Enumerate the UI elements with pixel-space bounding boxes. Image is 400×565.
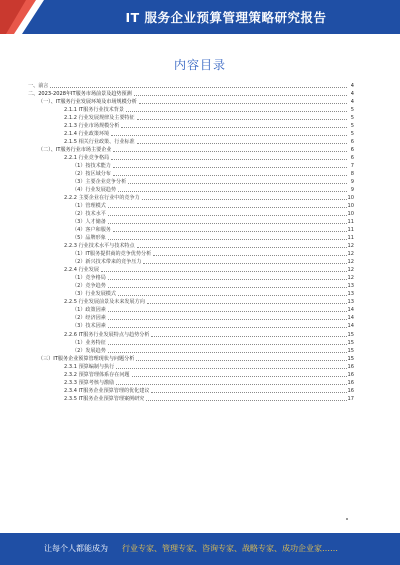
- toc-entry-page: 11: [347, 227, 354, 234]
- toc-entry-title: （4）客户和服务: [72, 227, 111, 234]
- toc-entry-title: （5）品牌形象: [72, 235, 106, 242]
- toc-entry[interactable]: [28, 282, 354, 290]
- footer-tagline: 行业专家、管理专家、咨询专家、战略专家、成功企业家……: [122, 544, 338, 553]
- toc-entry[interactable]: [28, 226, 354, 234]
- dot-leader: [121, 127, 347, 128]
- dot-leader: [101, 271, 347, 272]
- dot-leader: [134, 95, 347, 96]
- toc-entry-title: （2）发展趋势: [72, 347, 106, 354]
- toc-entry-title: （3）技术因素: [72, 323, 106, 330]
- dot-leader: [146, 400, 346, 401]
- toc-entry-page: 6: [350, 139, 354, 146]
- toc-entry[interactable]: [28, 186, 354, 194]
- toc-entry-page: 15: [347, 347, 354, 354]
- toc-entry[interactable]: [28, 138, 354, 146]
- toc-entry-title: 2.2.6 IT服务行业发展特点与趋势分析: [64, 331, 150, 338]
- toc-entry-title: 一、前言: [28, 83, 49, 90]
- toc-entry[interactable]: [28, 146, 354, 154]
- toc-entry-page: 14: [347, 307, 354, 314]
- toc-entry[interactable]: [28, 202, 354, 210]
- dot-leader: [147, 303, 347, 304]
- toc-entry-title: 2.1.5 相关行业政策、行业标准: [64, 139, 135, 146]
- toc-entry[interactable]: [28, 290, 354, 298]
- toc-entry[interactable]: [28, 250, 354, 258]
- toc-entry[interactable]: [28, 363, 354, 371]
- dot-leader: [108, 311, 347, 312]
- dot-leader: [113, 151, 347, 152]
- dot-leader: [116, 384, 346, 385]
- toc-entry[interactable]: [28, 170, 354, 178]
- toc-entry-title: 2.2.5 行业发展前景及未来发展方向: [64, 299, 145, 306]
- dot-leader: [137, 119, 347, 120]
- toc-entry-page: 11: [347, 235, 354, 242]
- toc-entry-page: 15: [347, 339, 354, 346]
- toc-entry-page: 11: [347, 219, 354, 226]
- toc-entry[interactable]: [28, 162, 354, 170]
- dot-leader: [111, 159, 347, 160]
- toc-entry-page: 12: [347, 243, 354, 250]
- toc-entry[interactable]: [28, 339, 354, 347]
- dot-leader: [137, 143, 347, 144]
- toc-entry-title: 2.3.3 预算考核与激励: [64, 379, 115, 386]
- dot-leader: [50, 87, 347, 88]
- dot-leader: [151, 336, 346, 337]
- dot-leader: [137, 247, 347, 248]
- toc-entry-page: 13: [347, 291, 354, 298]
- toc-entry-page: 16: [347, 387, 354, 394]
- toc-entry-title: 2.1.3 行业市场规模分析: [64, 123, 120, 130]
- toc-entry-page: 17: [347, 395, 354, 402]
- toc-entry-page: 10: [347, 211, 354, 218]
- toc-entry-page: 6: [350, 147, 354, 154]
- toc-entry[interactable]: [28, 178, 354, 186]
- toc-entry-title: 2.1.2 行业发展规律及主要特征: [64, 115, 135, 122]
- toc-entry-page: 5: [350, 131, 354, 138]
- toc-entry[interactable]: [28, 322, 354, 330]
- toc-entry-page: 13: [347, 283, 354, 290]
- toc-entry-title: （1）按技术能力: [72, 163, 111, 170]
- toc-entry-title: 2.3.5 IT服务企业预算管理案例研究: [64, 395, 145, 402]
- toc-entry-page: 14: [347, 323, 354, 330]
- dot-leader: [108, 207, 347, 208]
- table-of-contents: [28, 82, 354, 403]
- toc-entry[interactable]: [28, 314, 354, 322]
- toc-entry-title: 2.3.2 预算管理体系存在问题: [64, 371, 130, 378]
- toc-entry[interactable]: [28, 347, 354, 355]
- toc-entry[interactable]: [28, 387, 354, 395]
- dot-leader: [108, 215, 347, 216]
- toc-entry[interactable]: [28, 82, 354, 90]
- toc-entry[interactable]: [28, 106, 354, 114]
- dot-leader: [151, 392, 346, 393]
- dot-leader: [108, 287, 347, 288]
- toc-entry-page: 10: [347, 195, 354, 202]
- toc-entry-page: 4: [350, 91, 354, 98]
- dot-leader: [108, 223, 347, 224]
- toc-entry-page: 7: [350, 163, 354, 170]
- dot-leader: [143, 263, 346, 264]
- toc-entry-title: （2）按区域分布: [72, 171, 111, 178]
- toc-entry-page: 16: [347, 363, 354, 370]
- toc-entry-page: 9: [350, 187, 354, 194]
- dot-leader: [116, 368, 346, 369]
- toc-entry-title: （2）经济因素: [72, 315, 106, 322]
- toc-entry-page: 12: [347, 251, 354, 258]
- toc-entry-title: （4）行业发展趋势: [72, 187, 116, 194]
- dot-leader: [118, 295, 347, 296]
- toc-entry-page: 8: [350, 171, 354, 178]
- toc-entry-title: 二、2023-2028年IT服务市场前景及趋势预测: [28, 91, 132, 98]
- toc-entry-title: （二）、IT服务行业市场主要企业: [38, 147, 112, 154]
- header-bar: [0, 0, 400, 34]
- dot-leader: [108, 239, 347, 240]
- toc-entry-page: 15: [347, 355, 354, 362]
- toc-entry[interactable]: [28, 154, 354, 162]
- dot-leader: [108, 319, 347, 320]
- toc-entry-page: 12: [347, 267, 354, 274]
- dot-leader: [113, 167, 347, 168]
- toc-entry[interactable]: [28, 98, 354, 106]
- dot-leader: [113, 175, 347, 176]
- toc-entry-page: 14: [347, 315, 354, 322]
- toc-entry-title: （2）新兴技术带来的竞争压力: [72, 259, 142, 266]
- toc-entry[interactable]: [28, 234, 354, 242]
- toc-entry-page: 16: [347, 371, 354, 378]
- toc-entry-title: （3）主要企业竞争分析: [72, 179, 127, 186]
- dot-leader: [153, 255, 346, 256]
- footer-slogan: [44, 543, 396, 554]
- toc-entry-page: 5: [350, 107, 354, 114]
- toc-entry-title: （1）业务特征: [72, 339, 106, 346]
- report-title: IT 服务企业预算管理策略研究报告: [125, 10, 327, 25]
- toc-entry[interactable]: [28, 114, 354, 122]
- toc-heading: 内容目录: [173, 58, 226, 72]
- toc-entry-title: 2.2.1 行业竞争格局: [64, 155, 110, 162]
- page-marker: [346, 518, 348, 520]
- toc-entry[interactable]: [28, 194, 354, 202]
- dot-leader: [108, 352, 347, 353]
- toc-entry[interactable]: [28, 210, 354, 218]
- toc-entry-page: 5: [350, 123, 354, 130]
- toc-entry-page: 4: [350, 99, 354, 106]
- toc-entry[interactable]: [28, 258, 354, 266]
- toc-entry-title: （2）技术水平: [72, 211, 106, 218]
- toc-entry-title: （三）IT服务企业预算管理现状与问题分析: [38, 355, 135, 362]
- toc-entry-title: （1）政策因素: [72, 307, 106, 314]
- toc-entry-page: 12: [347, 259, 354, 266]
- toc-entry-title: （3）行业发展模式: [72, 291, 116, 298]
- toc-entry[interactable]: [28, 379, 354, 387]
- toc-entry[interactable]: [28, 274, 354, 282]
- toc-entry[interactable]: [28, 242, 354, 250]
- toc-entry-title: （1）竞争格局: [72, 275, 106, 282]
- toc-entry[interactable]: [28, 90, 354, 98]
- dot-leader: [132, 376, 347, 377]
- toc-entry[interactable]: [28, 355, 354, 363]
- dot-leader: [118, 191, 347, 192]
- toc-entry-title: （1）IT服务提供商的竞争优势分析: [72, 251, 152, 258]
- toc-entry[interactable]: [28, 330, 354, 338]
- toc-entry[interactable]: [28, 395, 354, 403]
- dot-leader: [113, 231, 347, 232]
- dot-leader: [108, 279, 347, 280]
- dot-leader: [142, 199, 347, 200]
- toc-entry-title: 2.3.4 IT服务企业预算管理的优化建议: [64, 387, 150, 394]
- dot-leader: [139, 103, 347, 104]
- toc-entry-title: （1）管理模式: [72, 203, 106, 210]
- toc-entry-page: 10: [347, 203, 354, 210]
- toc-entry[interactable]: [28, 218, 354, 226]
- dot-leader: [111, 135, 347, 136]
- corner-accent-icon: [0, 0, 60, 34]
- toc-entry-title: 2.2.4 行业发展: [64, 267, 99, 274]
- toc-entry[interactable]: [28, 122, 354, 130]
- dot-leader: [126, 111, 347, 112]
- dot-leader: [108, 327, 347, 328]
- toc-entry-title: 2.1.1 IT服务行业技术背景: [64, 107, 124, 114]
- toc-entry-title: 2.1.4 行业政策环境: [64, 131, 110, 138]
- toc-entry-page: 6: [350, 155, 354, 162]
- toc-entry-title: （2）竞争趋势: [72, 283, 106, 290]
- toc-entry[interactable]: [28, 266, 354, 274]
- footer-bar: [0, 533, 400, 565]
- toc-entry-page: 15: [347, 331, 354, 338]
- toc-entry-page: 9: [350, 179, 354, 186]
- toc-entry[interactable]: [28, 298, 354, 306]
- toc-entry-page: 12: [347, 275, 354, 282]
- toc-entry-title: （一）、IT服务行业发展环境及市场规模分析: [38, 99, 137, 106]
- footer-lead-text: 让每个人都能成为: [44, 544, 108, 553]
- dot-leader: [128, 183, 347, 184]
- toc-entry[interactable]: [28, 306, 354, 314]
- toc-entry-title: 2.3.1 预算编制与执行: [64, 363, 115, 370]
- toc-entry[interactable]: [28, 130, 354, 138]
- toc-entry-title: （3）人才储备: [72, 219, 106, 226]
- dot-leader: [108, 344, 347, 345]
- toc-entry-title: 2.2.3 行业技术水平与技术特点: [64, 243, 135, 250]
- toc-entry-page: 16: [347, 379, 354, 386]
- toc-entry[interactable]: [28, 371, 354, 379]
- toc-entry-page: 4: [350, 83, 354, 90]
- dot-leader: [136, 360, 346, 361]
- toc-entry-page: 5: [350, 115, 354, 122]
- toc-entry-title: 2.2.2 主要企业在行业中的竞争力: [64, 195, 140, 202]
- toc-entry-page: 13: [347, 299, 354, 306]
